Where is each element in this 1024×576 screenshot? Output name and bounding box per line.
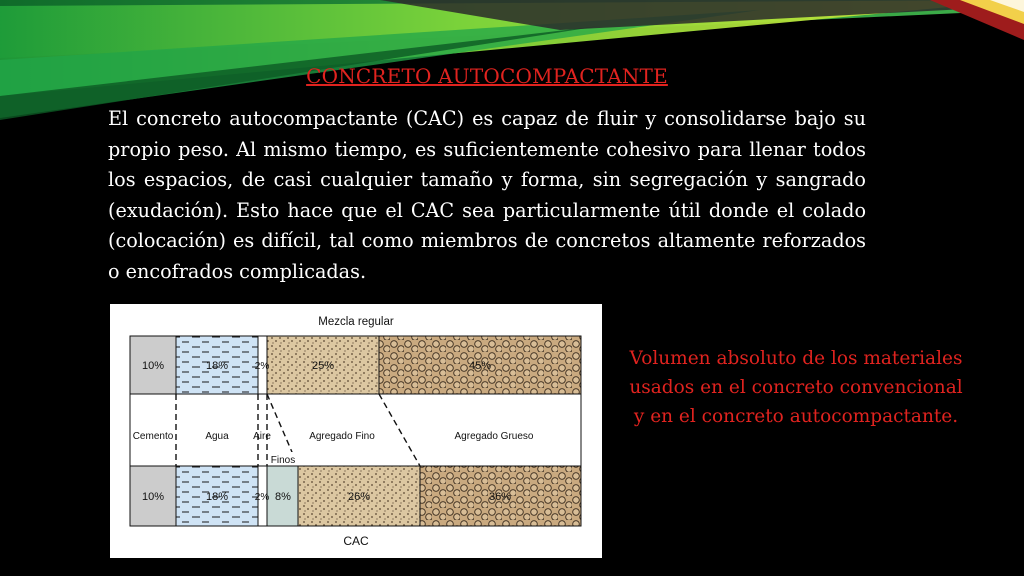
body-paragraph: El concreto autocompactante (CAC) es capaz de fluir y consolidarse bajo su propio peso. Al mismo tiempo, es suficientemente cohesivo para llenar todos los espacios, de casi cualquier tamaño y forma, sin segregación y sangrado (exudación). Esto hace que el CAC sea particularmente útil donde el colado (colocación) es difícil, tal como miembros de concretos altamente reforzados o encofrados complicadas. xyxy=(108,107,866,283)
cac-aire-value: 2% xyxy=(254,492,270,503)
label-agregado-fino: Agregado Fino xyxy=(309,431,375,442)
label-agua: Agua xyxy=(205,431,229,442)
cac-fino-value: 26% xyxy=(347,491,371,503)
regular-mix-bar xyxy=(130,336,581,394)
regular-fino-value: 25% xyxy=(311,360,335,372)
volume-diagram xyxy=(110,304,602,558)
cac-agua-value: 18% xyxy=(205,491,229,503)
diagram-bottom-title: CAC xyxy=(343,534,369,548)
decorative-banner xyxy=(0,0,1024,120)
label-aire: Aire xyxy=(253,431,271,442)
cac-cemento-value: 10% xyxy=(141,491,165,503)
diagram-top-title: Mezcla regular xyxy=(318,316,394,328)
cac-mix-bar xyxy=(130,466,581,526)
diagram-caption: Volumen absoluto de los materiales usados en el concreto convencional y en el concreto autocompactante. xyxy=(629,348,963,427)
slide-title: CONCRETO AUTOCOMPACTANTE xyxy=(306,64,668,88)
regular-aire-value: 2% xyxy=(254,361,270,372)
regular-cemento-value: 10% xyxy=(141,360,165,372)
label-agregado-grueso: Agregado Grueso xyxy=(454,431,534,442)
cac-finos-value: 8% xyxy=(275,491,291,503)
regular-agua-value: 18% xyxy=(205,360,229,372)
label-finos: Finos xyxy=(270,455,296,466)
regular-grueso-value: 45% xyxy=(468,360,492,372)
cac-grueso-value: 36% xyxy=(488,491,512,503)
label-cemento: Cemento xyxy=(132,431,174,442)
